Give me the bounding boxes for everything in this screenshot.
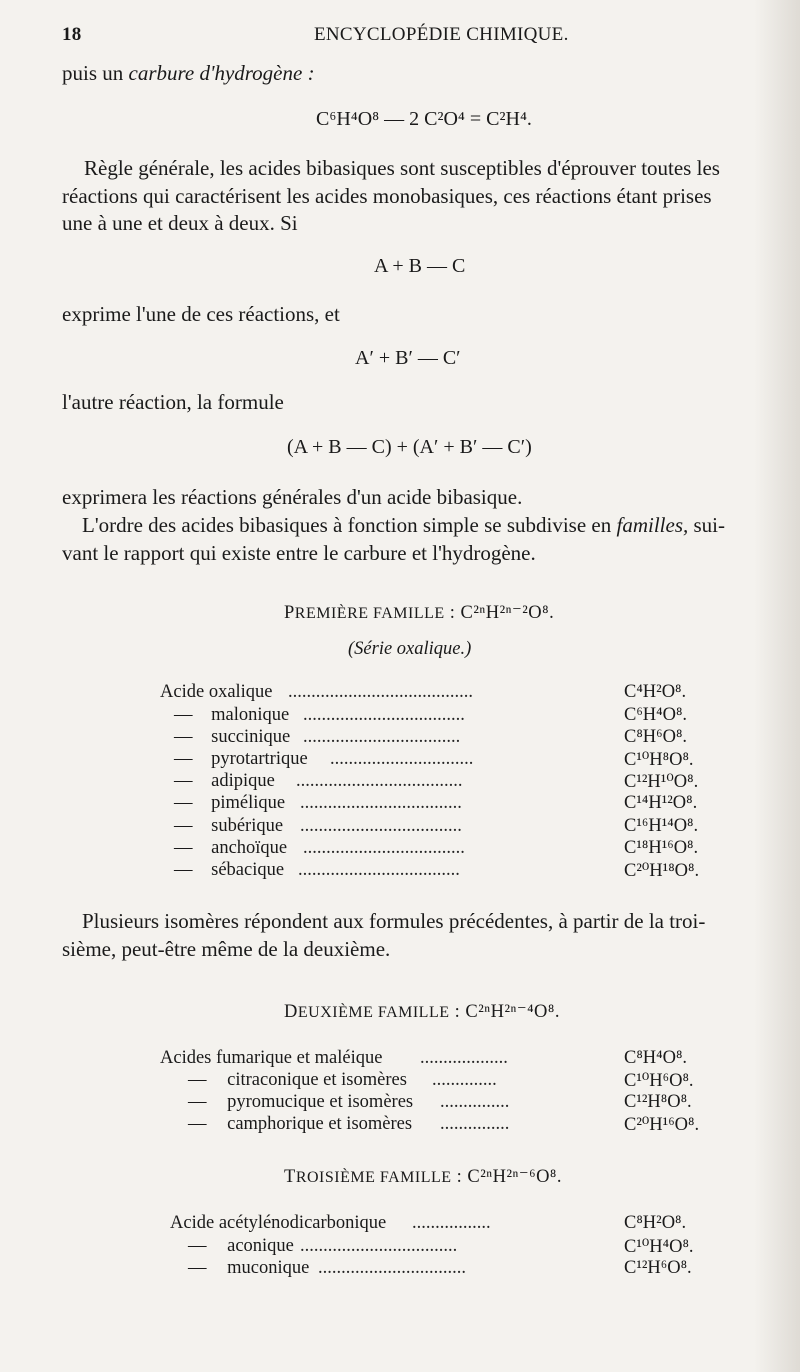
leader-dots: ...............: [440, 1114, 510, 1134]
equation-1: C⁶H⁴O⁸ — 2 C²O⁴ = C²H⁴.: [316, 108, 532, 130]
list-item: Acide acétylénodicarbonique: [170, 1213, 387, 1233]
leader-dots: ..................................: [303, 727, 461, 747]
list-item: — camphorique et isomères: [188, 1114, 413, 1134]
leader-dots: ..............: [432, 1070, 497, 1090]
list-item-formula: C¹⁰H⁶O⁸.: [624, 1071, 694, 1091]
para1-line1: Règle générale, les acides bibasiques sont susceptibles d'éprouver toutes les: [84, 156, 720, 180]
list-item-formula: C¹⁶H¹⁴O⁸.: [624, 816, 699, 836]
leader-dots: ........................................: [288, 682, 473, 702]
leader-dots: ...................: [420, 1048, 508, 1068]
list-item: — sébacique: [174, 860, 285, 880]
leader-dots: ...................................: [298, 860, 460, 880]
para1-line3: une à une et deux à deux. Si: [62, 211, 298, 235]
list-item-formula: C⁴H²O⁸.: [624, 682, 687, 702]
intro-line: puis un carbure d'hydrogène :: [62, 61, 315, 85]
para2-line2: vant le rapport qui existe entre le carbure et l'hydrogène.: [62, 541, 536, 565]
family1-title: PREMIÈRE FAMILLE : C²ⁿH²ⁿ⁻²O⁸.: [284, 603, 555, 623]
leader-dots: ...............: [440, 1092, 510, 1112]
list-item: — muconique: [188, 1258, 310, 1278]
family3-title: TROISIÈME FAMILLE : C²ⁿH²ⁿ⁻⁶O⁸.: [284, 1167, 562, 1187]
family2-title: DEUXIÈME FAMILLE : C²ⁿH²ⁿ⁻⁴O⁸.: [284, 1002, 560, 1022]
para1-line2: réactions qui caractérisent les acides monobasiques, ces réactions étant prises: [62, 184, 712, 208]
family1-series: (Série oxalique.): [348, 639, 472, 659]
equation-3: A′ + B′ — C′: [355, 347, 461, 369]
list-item: Acide oxalique: [160, 682, 273, 702]
list-item: — anchoïque: [174, 838, 288, 858]
list-item: — aconique: [188, 1236, 294, 1256]
leader-dots: ..................................: [300, 1236, 458, 1256]
leader-dots: .................: [412, 1213, 491, 1233]
leader-dots: ....................................: [296, 771, 463, 791]
list-item-formula: C⁸H²O⁸.: [624, 1213, 687, 1233]
list-item: — citraconique et isomères: [188, 1070, 407, 1090]
list-item-formula: C¹²H⁸O⁸.: [624, 1092, 692, 1112]
list-item: — adipique: [174, 771, 275, 791]
running-title: ENCYCLOPÉDIE CHIMIQUE.: [314, 24, 569, 45]
list-item-formula: C¹²H⁶O⁸.: [624, 1258, 692, 1278]
bleed-through-texture: [330, 100, 770, 1100]
leader-dots: ...................................: [300, 793, 462, 813]
list-item-formula: C¹⁰H⁴O⁸.: [624, 1237, 694, 1257]
page-number: 18: [62, 24, 82, 45]
list-item: Acides fumarique et maléique: [160, 1048, 383, 1068]
list-item: — pyromucique et isomères: [188, 1092, 414, 1112]
para3-line1: Plusieurs isomères répondent aux formules précédentes, à partir de la troi-: [82, 909, 706, 933]
list-item-formula: C¹⁸H¹⁶O⁸.: [624, 838, 699, 858]
page-edge-shadow: [754, 0, 800, 1372]
leader-dots: ...................................: [303, 705, 465, 725]
list-item: — pyrotartrique: [174, 749, 308, 769]
list-item-formula: C¹⁰H⁸O⁸.: [624, 750, 694, 770]
equation-2: A + B — C: [374, 255, 466, 277]
para2-line1: L'ordre des acides bibasiques à fonction simple se subdivise en familles, sui-: [82, 513, 725, 537]
list-item-formula: C⁸H⁴O⁸.: [624, 1048, 688, 1068]
list-item: — succinique: [174, 727, 291, 747]
line-other-reaction: l'autre réaction, la formule: [62, 390, 284, 414]
list-item-formula: C²⁰H¹⁶O⁸.: [624, 1115, 700, 1135]
list-item-formula: C²⁰H¹⁸O⁸.: [624, 861, 700, 881]
leader-dots: ...................................: [300, 816, 462, 836]
list-item-formula: C⁶H⁴O⁸.: [624, 705, 688, 725]
leader-dots: ...................................: [303, 838, 465, 858]
list-item-formula: C⁸H⁶O⁸.: [624, 727, 688, 747]
leader-dots: ...............................: [330, 749, 474, 769]
list-item: — pimélique: [174, 793, 286, 813]
line-exprimera: exprimera les réactions générales d'un acide bibasique.: [62, 485, 523, 509]
leader-dots: ................................: [318, 1258, 466, 1278]
equation-4: (A + B — C) + (A′ + B′ — C′): [287, 436, 532, 458]
list-item-formula: C¹⁴H¹²O⁸.: [624, 793, 698, 813]
para3-line2: sième, peut-être même de la deuxième.: [62, 937, 391, 961]
list-item-formula: C¹²H¹⁰O⁸.: [624, 772, 699, 792]
list-item: — subérique: [174, 816, 284, 836]
line-express: exprime l'une de ces réactions, et: [62, 302, 340, 326]
list-item: — malonique: [174, 705, 290, 725]
